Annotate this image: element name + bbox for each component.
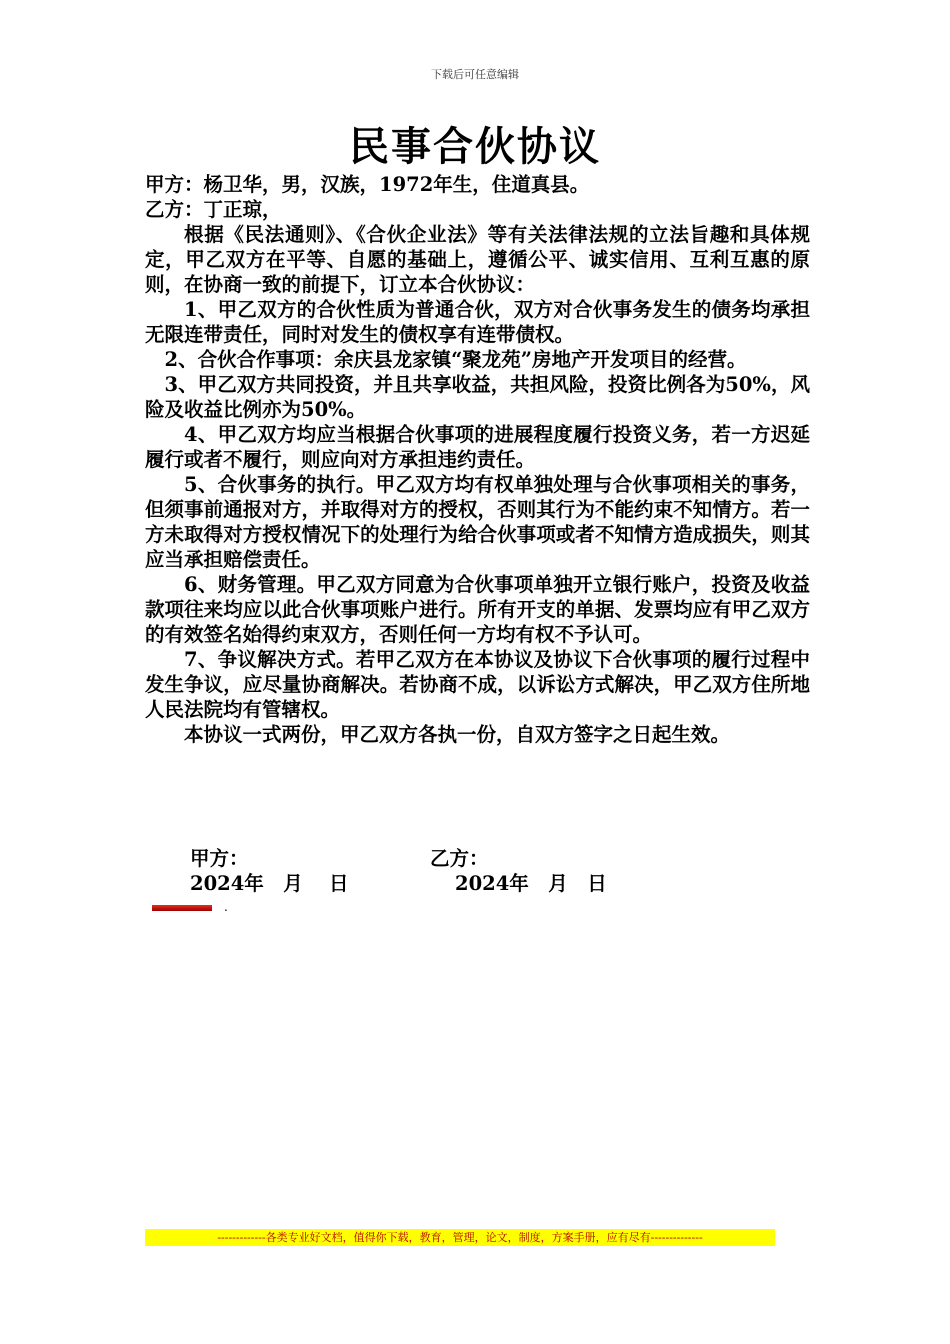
clause-6: 6、财务管理。甲乙双方同意为合伙事项单独开立银行账户，投资及收益款项往来均应以此合伙事项账户进行。所有开支的单据、发票均应有甲乙双方的有效签名始得约束双方，否则任何一方均有权不予认可。 [145,573,810,646]
closing-paragraph: 本协议一式两份，甲乙双方各执一份，自双方签字之日起生效。 [184,723,731,746]
clause-3: 3、甲乙双方共同投资，并且共享收益，共担风险，投资比例各为50%，风险及收益比例亦为50%。 [145,373,810,421]
clause-1: 1、甲乙双方的合伙性质为普通合伙，双方对合伙事务发生的债务均承担无限连带责任，同时对发生的债权享有连带债权。 [145,298,810,346]
header-note: 下载后可任意编辑 [431,68,519,81]
clause-5: 5、合伙事务的执行。甲乙双方均有权单独处理与合伙事项相关的事务，但须事前通报对方，并取得对方的授权，否则其行为不能约束不知情方。若一方未取得对方授权情况下的处理行为给合伙事项或者不知情方造成损失，则其应当承担赔偿责任。 [145,473,810,571]
stray-dot: . [224,900,228,914]
party-a-signature-label: 甲方： [190,847,249,870]
clause-4: 4、甲乙双方均应当根据合伙事项的进展程度履行投资义务，若一方迟延履行或者不履行，则应向对方承担违约责任。 [145,423,810,471]
party-a-date: 2024年 月 日 [190,872,349,895]
document-body [145,172,810,747]
party-a-line: 甲方：杨卫华，男，汉族，1972年生，住道真县。 [145,173,590,196]
document-title: 民事合伙协议 [349,123,601,170]
preamble-paragraph: 根据《民法通则》、《合伙企业法》等有关法律法规的立法旨趣和具体规定，甲乙双方在平等、自愿的基础上，遵循公平、诚实信用、互利互惠的原则，在协商一致的前提下，订立本合伙协议： [145,223,810,296]
party-b-line: 乙方：丁正琼， [145,198,282,221]
clause-7: 7、争议解决方式。若甲乙双方在本协议及协议下合伙事项的履行过程中发生争议，应尽量协商解决。若协商不成，以诉讼方式解决，甲乙双方住所地人民法院均有管辖权。 [145,648,810,721]
party-b-signature-label: 乙方： [430,847,489,870]
red-decorative-bar [152,905,212,911]
footer-banner: -------------各类专业好文档，值得你下载，教育，管理，论文，制度，方案手册，应有尽有-------------- [145,1229,775,1246]
party-b-date: 2024年 月 日 [455,872,607,895]
clause-2: 2、合伙合作事项：余庆县龙家镇“聚龙苑”房地产开发项目的经营。 [164,348,747,371]
